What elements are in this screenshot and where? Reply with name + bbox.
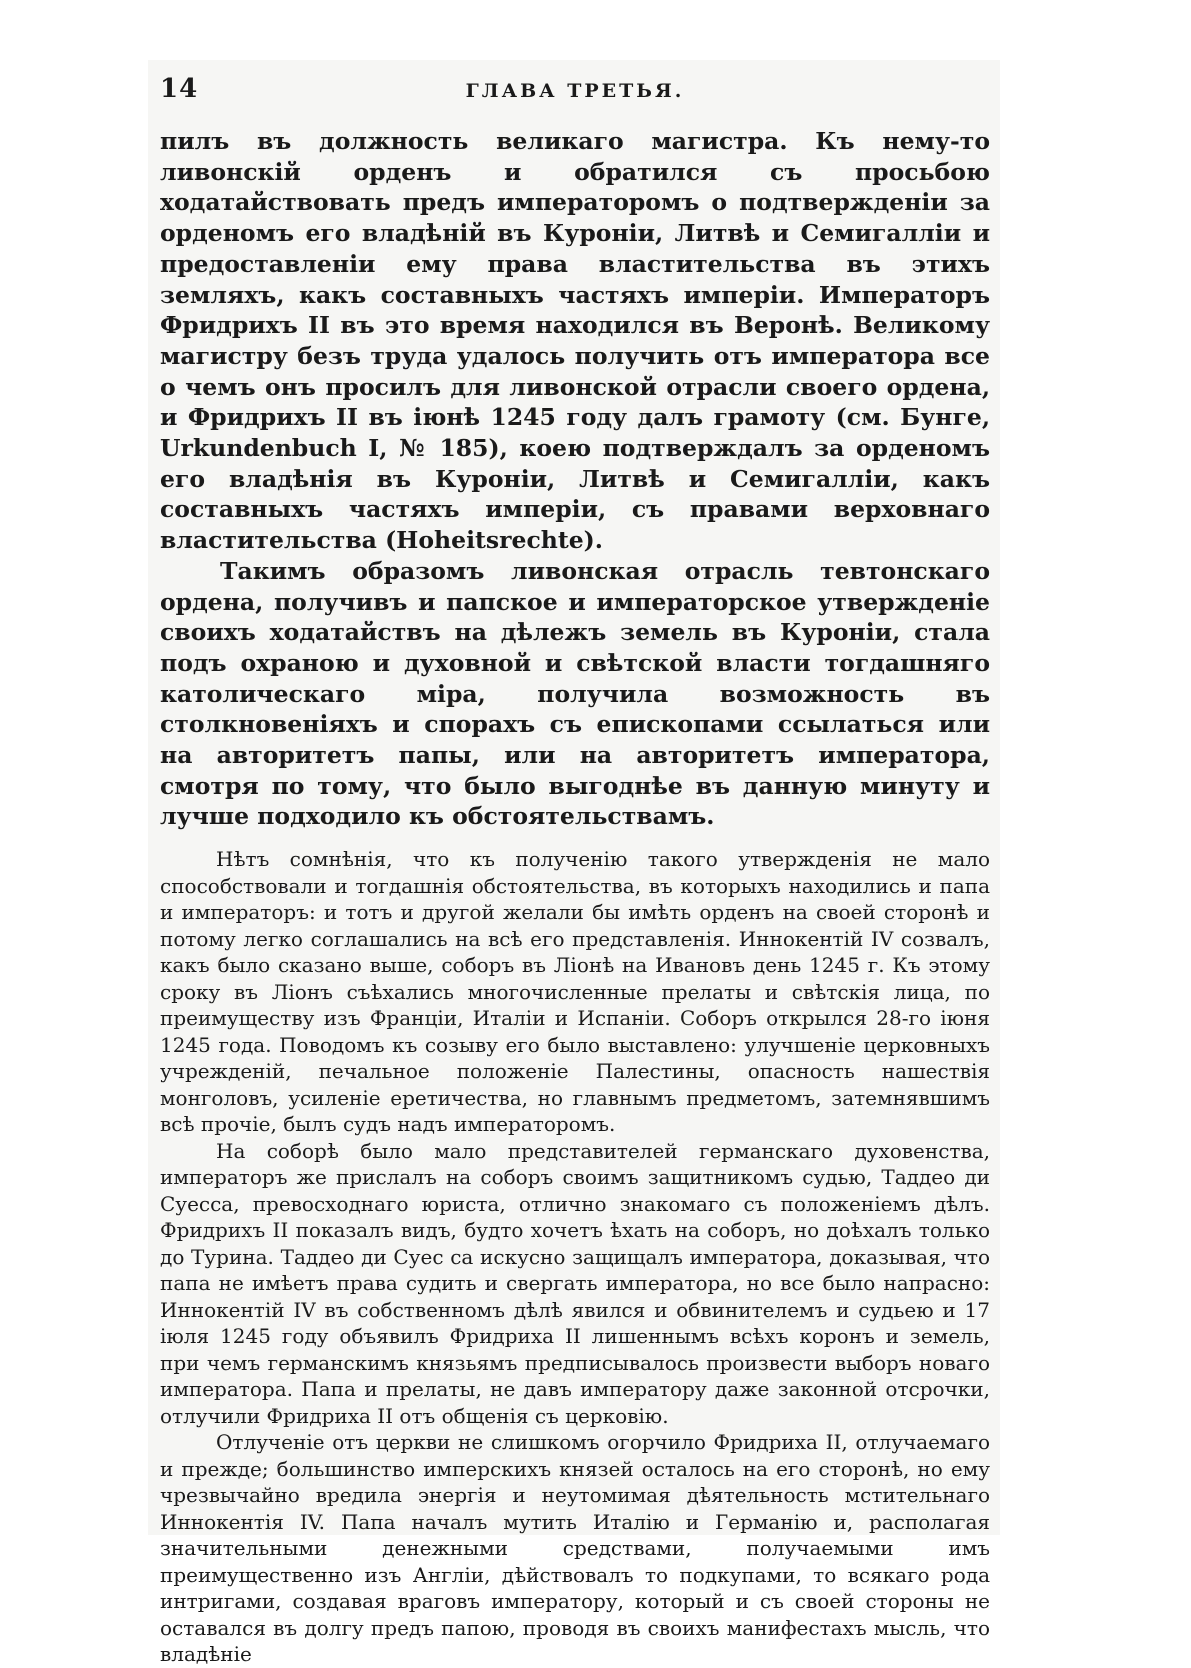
paragraph: На соборѣ было мало представителей германскаго духовенства, императоръ же прислалъ на соборъ своимъ защитникомъ судью, Таддео ди Суесса, превосходнаго юриста, отлично знакомаго съ положеніемъ дѣлъ. Фридрихъ II показалъ видъ, будто хочетъ ѣхать на соборъ, но доѣхалъ только до Турина. Таддео ди Суес са искусно защищалъ императора, доказывая, что папа не имѣетъ права судить и свергать императора, но все было напрасно: Иннокентій IV въ собственномъ дѣлѣ явился и обвинителемъ и судьею и 17 іюля 1245 году объявилъ Фридриха II лишеннымъ всѣхъ коронъ и земель, при чемъ германскимъ князьямъ предписывалось произвести выборъ новаго императора. Папа и прелаты, не давъ императору даже законной отсрочки, отлучили Фридриха II отъ общенія съ церковію. (160, 1138, 990, 1428)
running-head: ГЛАВА ТРЕТЬЯ. (465, 80, 685, 102)
body-text (160, 126, 990, 1668)
large-type-section (160, 126, 990, 832)
paragraph: пилъ въ должность великаго магистра. Къ нему-то ливонскій орденъ и обратился съ просьбою ходатайствовать предъ императоромъ о подтвержденіи за орденомъ его владѣній въ Куроніи, Литвѣ и Семигалліи и предоставленіи ему права властительства въ этихъ земляхъ, какъ составныхъ частяхъ имперіи. Императоръ Фридрихъ II въ это время находился въ Веронѣ. Великому магистру безъ труда удалось получить отъ императора все о чемъ онъ просилъ для ливонской отрасли своего ордена, и Фридрихъ II въ іюнѣ 1245 году далъ грамоту (см. Бунге, Urkundenbuch I, № 185), коею подтверждалъ за орденомъ его владѣнія въ Куроніи, Литвѣ и Семигалліи, какъ составныхъ частяхъ имперіи, съ правами верховнаго властительства (Hoheitsrechte). (160, 127, 990, 555)
paragraph: Отлученіе отъ церкви не слишкомъ огорчило Фридриха II, отлучаемаго и прежде; большинство имперскихъ князей осталось на его сторонѣ, но ему чрезвычайно вредила энергія и неутомимая дѣятельность мстительнаго Иннокентія IV. Папа началъ мутить Италію и Германію и, располагая значительными денежными средствами, получаемыми имъ преимущественно изъ Англіи, дѣйствовалъ то подкупами, то всякаго рода интригами, создавая враговъ императору, который и съ своей стороны не оставался въ долгу предъ папою, проводя въ своихъ манифестахъ мысль, что владѣніе (160, 1430, 990, 1667)
page-number: 14 (160, 74, 199, 104)
paragraph: Нѣтъ сомнѣнія, что къ полученію такого утвержденія не мало способствовали и тогдашнія обстоятельства, въ которыхъ находились и папа и императоръ: и тотъ и другой желали бы имѣть орденъ на своей сторонѣ и потому легко соглашались на всѣ его представленія. Иннокентій IV созвалъ, какъ было сказано выше, соборъ въ Ліонѣ на Ивановъ день 1245 г. Къ этому сроку въ Ліонъ съѣхались многочисленные прелаты и свѣтскія лица, по преимуществу изъ Франціи, Италіи и Испаніи. Соборъ открылся 28-го іюня 1245 года. Поводомъ къ созыву его было выставлено: улучшеніе церковныхъ учрежденій, печальное положеніе Палестины, опасность нашествія монголовъ, усиленіе еретичества, но главнымъ предметомъ, затемнявшимъ всѣ прочіе, былъ судъ надъ императоромъ. (160, 847, 990, 1137)
paragraph: Такимъ образомъ ливонская отрасль тевтонскаго ордена, получивъ и папское и императорское утвержденіе своихъ ходатайствъ на дѣлежъ земель въ Куроніи, стала подъ охраною и духовной и свѣтской власти тогдашняго католическаго міра, получила возможность въ столкновеніяхъ и спорахъ съ епископами ссылаться или на авторитетъ папы, или на авторитетъ императора, смотря по тому, что было выгоднѣе въ данную минуту и лучше подходило къ обстоятельствамъ. (160, 556, 990, 831)
page-header (160, 74, 990, 114)
small-type-section (160, 846, 990, 1668)
